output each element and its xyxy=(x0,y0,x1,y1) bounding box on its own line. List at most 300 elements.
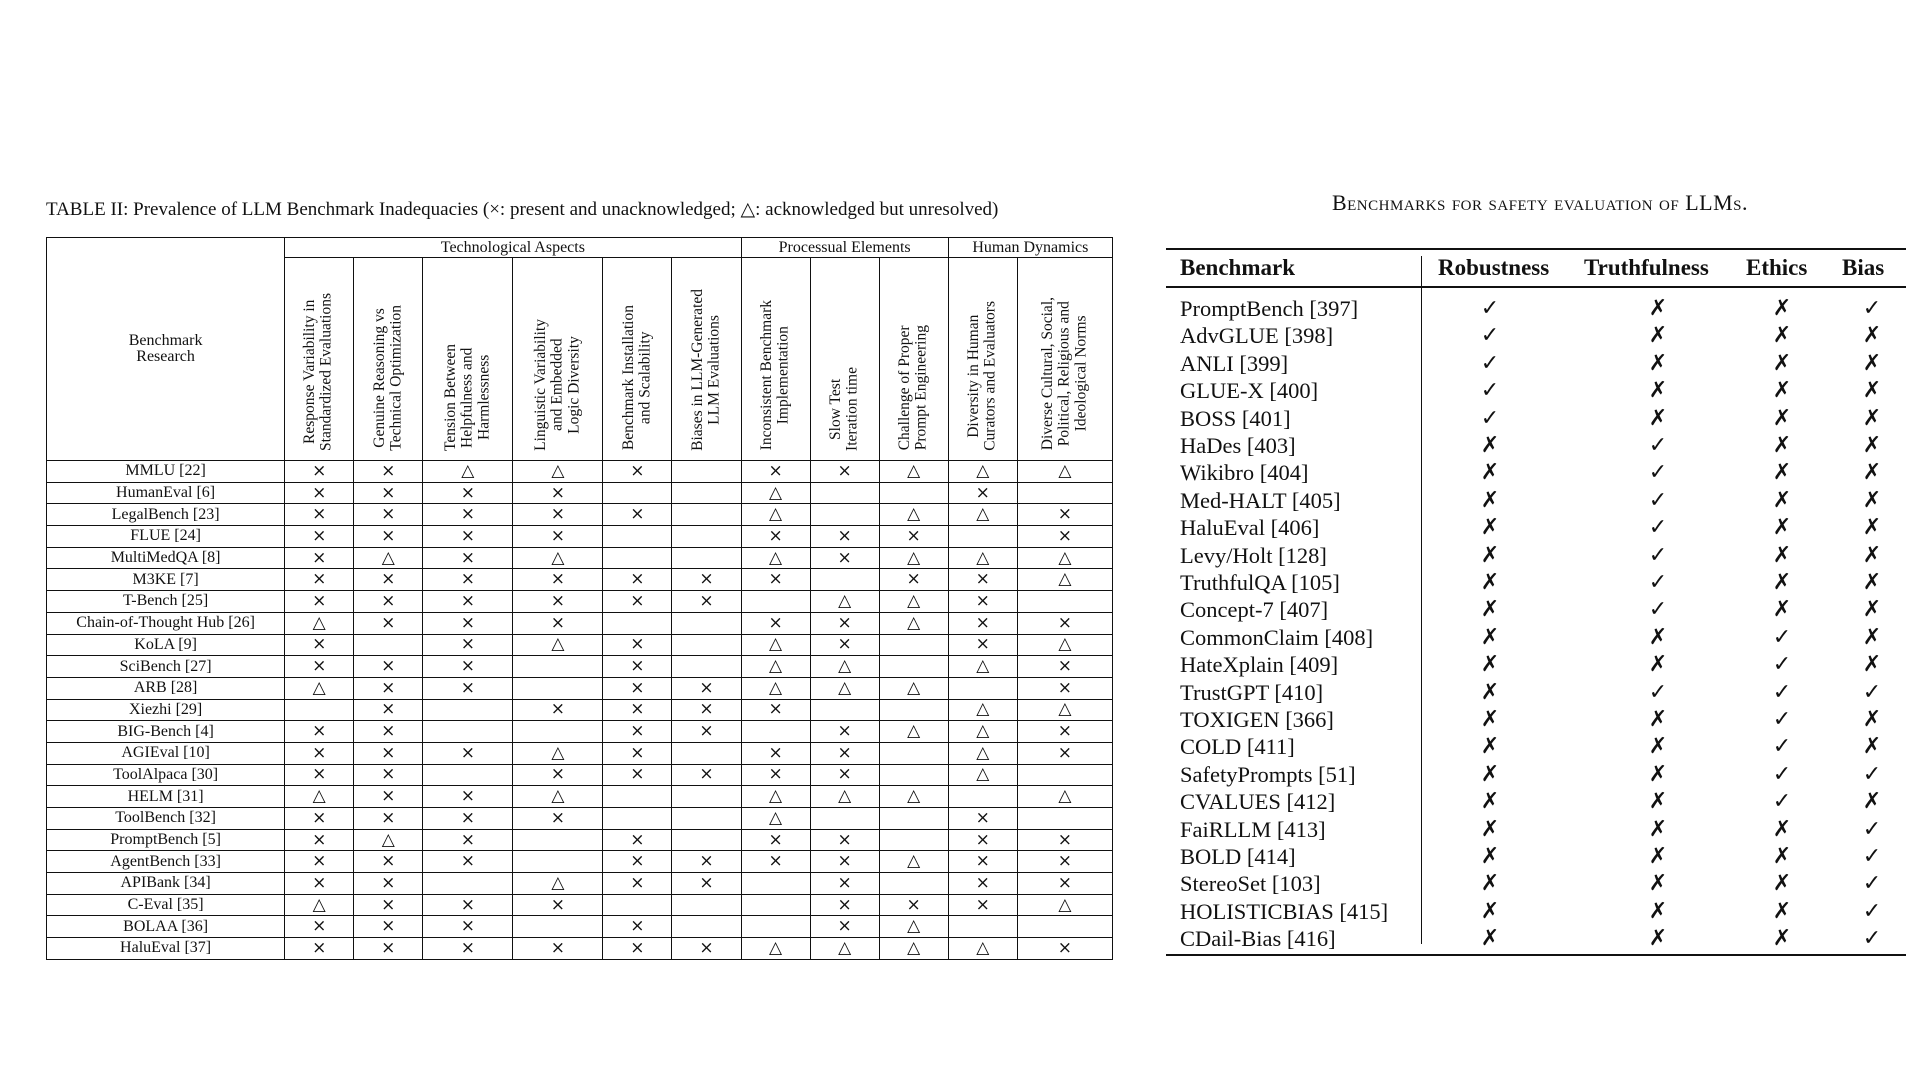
benchmark-research-header: Benchmark Research xyxy=(47,238,285,461)
table-row xyxy=(1166,351,1906,378)
mark-r: ✗ xyxy=(1480,789,1500,815)
inadequacy-cell: × xyxy=(741,461,810,483)
inadequacy-cell: × xyxy=(810,634,879,656)
inadequacy-cell: × xyxy=(603,916,672,938)
inadequacy-cell: × xyxy=(423,677,513,699)
inadequacy-cell: × xyxy=(948,829,1017,851)
inadequacy-cell: △ xyxy=(741,938,810,960)
inadequacy-cell: × xyxy=(672,764,741,786)
column-header: Genuine Reasoning vs Technical Optimization xyxy=(354,258,423,461)
benchmark-name: GLUE-X [400] xyxy=(1180,378,1319,404)
inadequacy-cell xyxy=(603,808,672,830)
inadequacy-cell xyxy=(672,786,741,808)
mark-t: ✗ xyxy=(1648,652,1668,678)
inadequacy-cell: × xyxy=(741,526,810,548)
mark-t: ✗ xyxy=(1648,323,1668,349)
inadequacy-cell: × xyxy=(285,591,354,613)
inadequacy-cell: × xyxy=(354,482,423,504)
inadequacy-cell: × xyxy=(354,721,423,743)
inadequacy-cell: × xyxy=(810,851,879,873)
table-row xyxy=(1166,762,1906,789)
mark-e: ✗ xyxy=(1772,378,1792,404)
inadequacy-cell xyxy=(423,764,513,786)
mark-r: ✗ xyxy=(1480,871,1500,897)
benchmark-name: Xiezhi [29] xyxy=(47,699,285,721)
benchmark-name: APIBank [34] xyxy=(47,873,285,895)
mark-b: ✗ xyxy=(1862,487,1882,513)
benchmark-name: SafetyPrompts [51] xyxy=(1180,761,1356,787)
mark-e: ✗ xyxy=(1772,487,1792,513)
inadequacy-cell xyxy=(879,742,948,764)
inadequacy-cell xyxy=(672,612,741,634)
inadequacy-cell: × xyxy=(513,699,603,721)
table-row xyxy=(47,786,1113,808)
inadequacy-cell: △ xyxy=(810,677,879,699)
benchmark-name: AgentBench [33] xyxy=(47,851,285,873)
header-rule xyxy=(1166,286,1906,288)
mark-t: ✗ xyxy=(1648,624,1668,650)
inadequacy-cell: × xyxy=(423,612,513,634)
benchmark-name: ToolAlpaca [30] xyxy=(47,764,285,786)
inadequacy-cell: × xyxy=(603,938,672,960)
inadequacy-cell: × xyxy=(603,569,672,591)
benchmark-name: M3KE [7] xyxy=(47,569,285,591)
benchmark-name: PromptBench [397] xyxy=(1180,296,1359,321)
inadequacy-cell: × xyxy=(879,894,948,916)
inadequacy-cell: × xyxy=(741,569,810,591)
inadequacy-cell: × xyxy=(423,742,513,764)
inadequacy-cell: △ xyxy=(879,786,948,808)
inadequacy-cell: × xyxy=(603,699,672,721)
inadequacy-cell: △ xyxy=(948,461,1017,483)
inadequacy-cell xyxy=(603,894,672,916)
inadequacy-cell: △ xyxy=(741,482,810,504)
inadequacy-cell: △ xyxy=(948,742,1017,764)
mark-b: ✗ xyxy=(1862,378,1882,404)
table-row xyxy=(47,894,1113,916)
inadequacy-cell: × xyxy=(285,634,354,656)
header-ethics: Ethics xyxy=(1746,255,1808,280)
inadequacy-cell xyxy=(1017,808,1112,830)
benchmark-name: BOSS [401] xyxy=(1180,405,1291,431)
table-row xyxy=(47,699,1113,721)
table-row xyxy=(47,873,1113,895)
inadequacy-cell: △ xyxy=(513,786,603,808)
mark-b: ✗ xyxy=(1862,460,1882,486)
mark-t: ✓ xyxy=(1648,679,1668,705)
inadequacy-cell: × xyxy=(603,829,672,851)
benchmark-name: Med-HALT [405] xyxy=(1180,487,1341,513)
inadequacy-cell: × xyxy=(354,742,423,764)
mark-e: ✗ xyxy=(1772,844,1792,869)
inadequacy-cell: × xyxy=(285,938,354,960)
column-header: Challenge of Proper Prompt Engineering xyxy=(879,258,948,461)
inadequacy-cell: × xyxy=(423,656,513,678)
inadequacy-cell xyxy=(285,699,354,721)
benchmark-name: Chain-of-Thought Hub [26] xyxy=(47,612,285,634)
inadequacy-cell: × xyxy=(423,851,513,873)
mark-b: ✗ xyxy=(1862,707,1882,732)
table-row xyxy=(47,612,1113,634)
table-row xyxy=(1166,871,1906,898)
inadequacy-cell: × xyxy=(354,894,423,916)
inadequacy-cell: △ xyxy=(879,591,948,613)
benchmark-name: C-Eval [35] xyxy=(47,894,285,916)
inadequacy-cell: △ xyxy=(741,677,810,699)
inadequacy-cell: × xyxy=(741,742,810,764)
mark-r: ✗ xyxy=(1480,761,1500,787)
mark-b: ✗ xyxy=(1862,323,1882,349)
inadequacy-cell xyxy=(879,656,948,678)
mark-r: ✗ xyxy=(1480,570,1500,595)
inadequacy-cell: × xyxy=(423,634,513,656)
table-row xyxy=(1166,433,1906,460)
inadequacy-cell: △ xyxy=(741,504,810,526)
table-row xyxy=(47,634,1113,656)
inadequacy-cell: × xyxy=(354,677,423,699)
mark-r: ✗ xyxy=(1480,844,1500,869)
inadequacy-cell: × xyxy=(879,569,948,591)
column-header: Diverse Cultural, Social, Political, Religious and Ideological Norms xyxy=(1017,258,1112,461)
mark-t: ✓ xyxy=(1648,487,1668,513)
inadequacy-cell: △ xyxy=(741,656,810,678)
inadequacy-cell xyxy=(603,612,672,634)
inadequacy-cell xyxy=(879,482,948,504)
benchmark-name: ARB [28] xyxy=(47,677,285,699)
table-row xyxy=(47,742,1113,764)
benchmark-name: TruthfulQA [105] xyxy=(1180,570,1340,595)
inadequacy-cell: △ xyxy=(879,504,948,526)
inadequacy-cell xyxy=(810,569,879,591)
mark-r: ✗ xyxy=(1480,542,1500,568)
inadequacy-cell xyxy=(603,786,672,808)
inadequacy-cell: × xyxy=(354,699,423,721)
inadequacy-cell: × xyxy=(1017,612,1112,634)
benchmark-name: ANLI [399] xyxy=(1180,350,1289,376)
mark-b: ✗ xyxy=(1862,515,1882,541)
inadequacy-cell xyxy=(672,742,741,764)
inadequacy-cell xyxy=(1017,916,1112,938)
mark-b: ✓ xyxy=(1862,844,1882,869)
inadequacy-cell: × xyxy=(423,894,513,916)
benchmark-name: HumanEval [6] xyxy=(47,482,285,504)
column-header: Diversity in Human Curators and Evaluators xyxy=(948,258,1017,461)
mark-b: ✗ xyxy=(1862,624,1882,650)
inadequacy-cell xyxy=(672,482,741,504)
mark-e: ✓ xyxy=(1772,679,1792,705)
benchmark-name: KoLA [9] xyxy=(47,634,285,656)
mark-r: ✗ xyxy=(1480,816,1500,842)
inadequacy-cell xyxy=(513,851,603,873)
mark-e: ✗ xyxy=(1772,433,1792,458)
inadequacy-cell: × xyxy=(423,808,513,830)
mark-r: ✗ xyxy=(1480,898,1500,924)
inadequacy-cell: × xyxy=(285,526,354,548)
inadequacy-cell xyxy=(354,634,423,656)
inadequacy-cell: × xyxy=(810,764,879,786)
inadequacy-cell xyxy=(672,808,741,830)
mark-e: ✗ xyxy=(1772,350,1792,376)
inadequacy-cell: △ xyxy=(879,851,948,873)
inadequacy-cell: × xyxy=(603,851,672,873)
table-row xyxy=(47,851,1113,873)
inadequacy-cell: × xyxy=(285,916,354,938)
inadequacy-cell xyxy=(741,894,810,916)
benchmark-name: MultiMedQA [8] xyxy=(47,547,285,569)
mark-b: ✓ xyxy=(1862,926,1882,952)
mark-t: ✗ xyxy=(1648,816,1668,842)
inadequacy-cell: △ xyxy=(1017,461,1112,483)
mark-t: ✗ xyxy=(1648,378,1668,404)
inadequacy-cell: △ xyxy=(879,721,948,743)
inadequacy-cell: × xyxy=(513,764,603,786)
table-row xyxy=(1166,460,1906,487)
inadequacy-cell: × xyxy=(810,742,879,764)
inadequacy-cell: △ xyxy=(1017,894,1112,916)
inadequacy-cell: × xyxy=(354,786,423,808)
benchmark-name: CDail-Bias [416] xyxy=(1180,926,1336,952)
table-row xyxy=(1166,707,1906,734)
table-row xyxy=(1166,543,1906,570)
benchmark-name: BIG-Bench [4] xyxy=(47,721,285,743)
inadequacy-cell: × xyxy=(513,569,603,591)
inadequacy-cell: × xyxy=(672,699,741,721)
mark-t: ✗ xyxy=(1648,707,1668,732)
inadequacy-cell: × xyxy=(1017,873,1112,895)
inadequacy-cell: × xyxy=(603,764,672,786)
inadequacy-cell: × xyxy=(948,569,1017,591)
inadequacy-cell xyxy=(879,808,948,830)
mark-e: ✓ xyxy=(1772,652,1792,678)
benchmark-name: HaluEval [37] xyxy=(47,938,285,960)
mark-r: ✗ xyxy=(1480,926,1500,952)
table-row xyxy=(1166,625,1906,652)
benchmark-name: LegalBench [23] xyxy=(47,504,285,526)
inadequacy-cell: × xyxy=(948,612,1017,634)
table-row xyxy=(47,916,1113,938)
table-row xyxy=(1166,515,1906,542)
column-header: Response Variability in Standardized Evaluations xyxy=(285,258,354,461)
inadequacy-cell: × xyxy=(423,526,513,548)
inadequacy-cell: × xyxy=(1017,829,1112,851)
inadequacy-cell: △ xyxy=(1017,569,1112,591)
inadequacy-cell: × xyxy=(513,504,603,526)
benchmark-name: Wikibro [404] xyxy=(1180,460,1309,486)
inadequacy-cell: × xyxy=(423,916,513,938)
table-row xyxy=(47,721,1113,743)
inadequacy-cell xyxy=(879,634,948,656)
inadequacy-cell: × xyxy=(285,656,354,678)
inadequacy-cell xyxy=(810,808,879,830)
inadequacy-cell: × xyxy=(513,482,603,504)
table-row xyxy=(1166,570,1906,597)
inadequacy-cell: × xyxy=(285,808,354,830)
inadequacy-cell: × xyxy=(672,677,741,699)
benchmark-name: ToolBench [32] xyxy=(47,808,285,830)
inadequacy-cell: △ xyxy=(1017,634,1112,656)
benchmark-name: AGIEval [10] xyxy=(47,742,285,764)
inadequacy-cell: × xyxy=(810,894,879,916)
mark-e: ✗ xyxy=(1772,296,1792,321)
table-row xyxy=(47,461,1113,483)
mark-e: ✗ xyxy=(1772,515,1792,541)
table-row xyxy=(47,482,1113,504)
mark-t: ✗ xyxy=(1648,871,1668,897)
inadequacy-cell xyxy=(948,916,1017,938)
inadequacy-cell: △ xyxy=(513,634,603,656)
mark-r: ✗ xyxy=(1480,487,1500,513)
inadequacy-cell: △ xyxy=(948,938,1017,960)
inadequacy-cell: △ xyxy=(879,547,948,569)
column-header: Inconsistent Benchmark Implementation xyxy=(741,258,810,461)
table-row xyxy=(1166,844,1906,871)
mark-e: ✗ xyxy=(1772,597,1792,623)
table-row xyxy=(47,808,1113,830)
inadequacy-cell: × xyxy=(285,873,354,895)
inadequacy-cell xyxy=(879,699,948,721)
mark-t: ✗ xyxy=(1648,761,1668,787)
mark-e: ✗ xyxy=(1772,816,1792,842)
inadequacy-cell: × xyxy=(513,591,603,613)
mark-t: ✓ xyxy=(1648,597,1668,623)
inadequacy-cell: × xyxy=(423,504,513,526)
inadequacy-cell: △ xyxy=(948,699,1017,721)
mark-t: ✗ xyxy=(1648,926,1668,952)
inadequacy-cell: △ xyxy=(879,938,948,960)
table-row xyxy=(47,656,1113,678)
mark-b: ✗ xyxy=(1862,570,1882,595)
inadequacy-cell: × xyxy=(285,764,354,786)
inadequacy-cell: × xyxy=(285,829,354,851)
inadequacy-cell: × xyxy=(1017,938,1112,960)
mark-r: ✗ xyxy=(1480,624,1500,650)
inadequacy-cell: △ xyxy=(948,547,1017,569)
group-human: Human Dynamics xyxy=(948,238,1112,258)
table-row xyxy=(1166,734,1906,761)
inadequacy-cell xyxy=(948,677,1017,699)
inadequacy-cell: △ xyxy=(879,461,948,483)
top-rule xyxy=(1166,248,1906,250)
inadequacy-cell: △ xyxy=(810,938,879,960)
benchmark-name: TrustGPT [410] xyxy=(1180,679,1324,705)
inadequacy-cell: △ xyxy=(1017,547,1112,569)
inadequacy-cell: △ xyxy=(285,677,354,699)
header-truthfulness: Truthfulness xyxy=(1584,255,1709,280)
inadequacy-cell: × xyxy=(603,634,672,656)
mark-b: ✗ xyxy=(1862,734,1882,760)
inadequacy-cell: × xyxy=(285,504,354,526)
benchmark-name: Concept-7 [407] xyxy=(1180,597,1329,623)
inadequacy-cell: × xyxy=(948,894,1017,916)
inadequacy-cell: × xyxy=(423,938,513,960)
inadequacy-cell: × xyxy=(603,677,672,699)
inadequacy-cell xyxy=(513,656,603,678)
mark-r: ✗ xyxy=(1480,679,1500,705)
inadequacy-cell xyxy=(603,482,672,504)
inadequacy-cell: × xyxy=(810,873,879,895)
inadequacy-cell: × xyxy=(810,526,879,548)
mark-t: ✓ xyxy=(1648,542,1668,568)
mark-e: ✗ xyxy=(1772,323,1792,349)
table-row xyxy=(47,526,1113,548)
inadequacy-cell: △ xyxy=(285,894,354,916)
mark-r: ✗ xyxy=(1480,515,1500,541)
inadequacy-cell xyxy=(672,829,741,851)
mark-t: ✓ xyxy=(1648,433,1668,458)
inadequacy-cell: △ xyxy=(354,547,423,569)
inadequacy-cell: △ xyxy=(879,916,948,938)
inadequacy-cell: × xyxy=(285,547,354,569)
inadequacy-cell xyxy=(672,634,741,656)
inadequacy-cell xyxy=(810,504,879,526)
inadequacy-cell: △ xyxy=(513,742,603,764)
mark-b: ✗ xyxy=(1862,405,1882,431)
mark-t: ✗ xyxy=(1648,789,1668,815)
table-ii-caption: TABLE II: Prevalence of LLM Benchmark Inadequacies (×: present and unacknowledged; △: acknowledged but unresolved) xyxy=(46,199,999,220)
inadequacy-cell: × xyxy=(354,504,423,526)
inadequacy-cell: × xyxy=(672,851,741,873)
mark-e: ✓ xyxy=(1772,789,1792,815)
header-benchmark: Benchmark xyxy=(1180,255,1295,280)
column-header: Linguistic Variability and Embedded Logic Diversity xyxy=(513,258,603,461)
inadequacy-cell: × xyxy=(810,612,879,634)
inadequacy-cell: × xyxy=(810,461,879,483)
inadequacy-cell: × xyxy=(1017,721,1112,743)
mark-t: ✗ xyxy=(1648,296,1668,321)
inadequacy-cell xyxy=(513,829,603,851)
column-header: Benchmark Installation and Scalability xyxy=(603,258,672,461)
mark-b: ✗ xyxy=(1862,350,1882,376)
mark-r: ✗ xyxy=(1480,597,1500,623)
inadequacy-cell: × xyxy=(672,938,741,960)
benchmark-inadequacies-table xyxy=(46,237,1113,960)
inadequacy-cell: △ xyxy=(879,612,948,634)
table-row xyxy=(47,504,1113,526)
table-row xyxy=(1166,926,1906,953)
mark-b: ✓ xyxy=(1862,761,1882,787)
inadequacy-cell xyxy=(810,482,879,504)
mark-e: ✓ xyxy=(1772,761,1792,787)
inadequacy-cell: △ xyxy=(513,873,603,895)
inadequacy-cell: × xyxy=(603,721,672,743)
bottom-rule xyxy=(1166,954,1906,956)
benchmark-name: HELM [31] xyxy=(47,786,285,808)
mark-b: ✗ xyxy=(1862,433,1882,458)
inadequacy-cell: × xyxy=(603,591,672,613)
inadequacy-cell: × xyxy=(513,894,603,916)
column-header: Slow Test Iteration time xyxy=(810,258,879,461)
inadequacy-cell xyxy=(741,916,810,938)
benchmark-name: FLUE [24] xyxy=(47,526,285,548)
inadequacy-cell: × xyxy=(1017,504,1112,526)
mark-r: ✗ xyxy=(1480,707,1500,732)
benchmark-name: TOXIGEN [366] xyxy=(1180,707,1334,732)
benchmark-name: BOLAA [36] xyxy=(47,916,285,938)
mark-e: ✗ xyxy=(1772,405,1792,431)
inadequacy-cell: × xyxy=(672,721,741,743)
inadequacy-cell xyxy=(672,656,741,678)
table-row xyxy=(1166,817,1906,844)
inadequacy-cell xyxy=(513,916,603,938)
inadequacy-cell xyxy=(423,873,513,895)
inadequacy-cell xyxy=(1017,591,1112,613)
inadequacy-cell: × xyxy=(354,591,423,613)
mark-e: ✗ xyxy=(1772,898,1792,924)
inadequacy-cell: × xyxy=(810,829,879,851)
mark-r: ✗ xyxy=(1480,460,1500,486)
inadequacy-cell: △ xyxy=(948,721,1017,743)
inadequacy-cell: × xyxy=(810,547,879,569)
